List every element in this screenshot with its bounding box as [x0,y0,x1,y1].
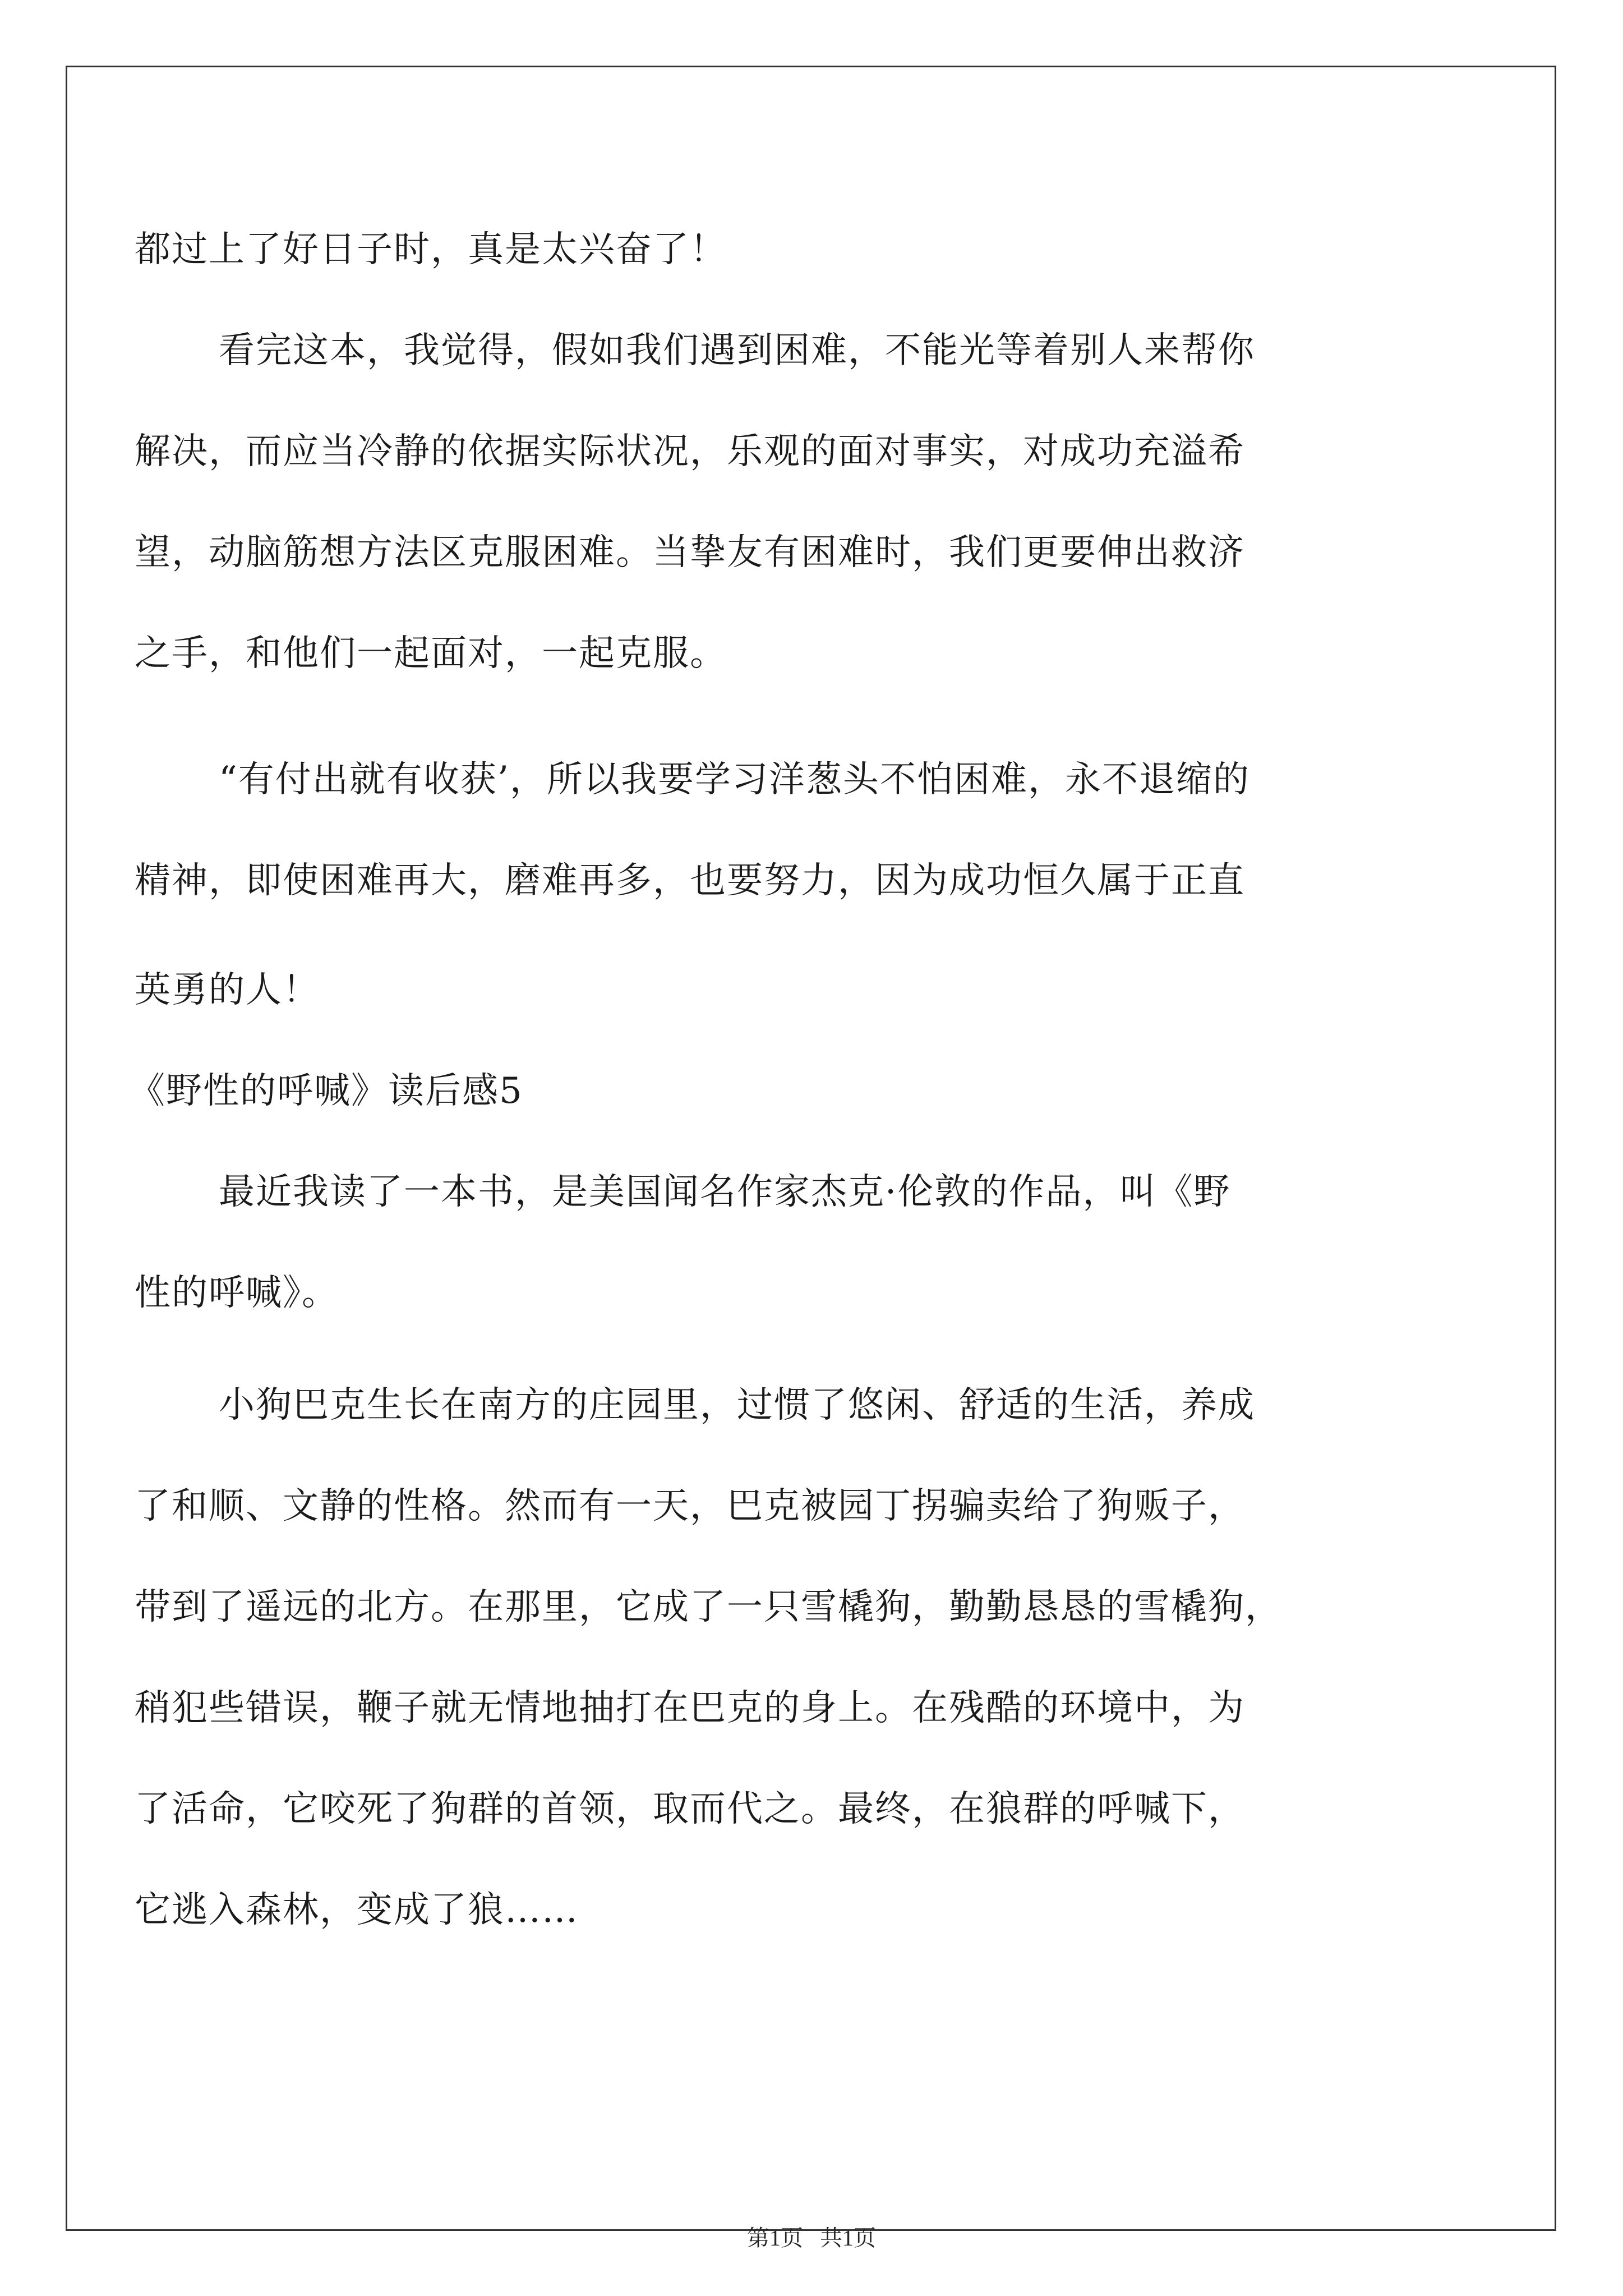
text-line: 了和顺、文静的性格。然而有一天，巴克被园丁拐骗卖给了狗贩子， [135,1485,1245,1527]
text-line: 都过上了好日子时，真是太兴奋了！ [135,229,727,270]
text-line: 了活命，它咬死了狗群的首领，取而代之。最终，在狼群的呼喊下， [135,1788,1245,1830]
page-footer [0,2221,1623,2255]
text-line: 解决，而应当冷静的依据实际状况，乐观的面对事实，对成功充溢希 [135,431,1245,472]
text-line: 它逃入森林，变成了狼…… [135,1889,579,1931]
text-line: 之手，和他们一起面对，一起克服。 [135,633,727,674]
text-line: 小狗巴克生长在南方的庄园里，过惯了悠闲、舒适的生活，养成 [219,1384,1255,1426]
section-heading: 《野性的呼喊》读后感5 [129,1070,523,1112]
text-line: 带到了遥远的北方。在那里，它成了一只雪橇狗，勤勤恳恳的雪橇狗， [135,1586,1282,1628]
text-line: 性的呼喊》。 [135,1272,339,1314]
text-line: 看完这本，我觉得，假如我们遇到困难，不能光等着别人来帮你 [219,330,1255,371]
page-number: 第1页 [747,2225,803,2251]
page-total: 共1页 [820,2225,876,2251]
text-line: 英勇的人！ [135,969,320,1011]
text-line: 稍犯些错误，鞭子就无情地抽打在巴克的身上。在残酷的环境中，为 [135,1687,1245,1729]
text-line: 最近我读了一本书，是美国闻名作家杰克·伦敦的作品，叫《野 [219,1171,1231,1213]
text-line: 望，动脑筋想方法区克服困难。当挚友有困难时，我们更要伸出救济 [135,532,1245,573]
text-line: 精神，即使困难再大，磨难再多，也要努力，因为成功恒久属于正直 [135,860,1245,901]
text-line: “有付出就有收获’，所以我要学习洋葱头不怕困难，永不退缩的 [219,759,1251,800]
